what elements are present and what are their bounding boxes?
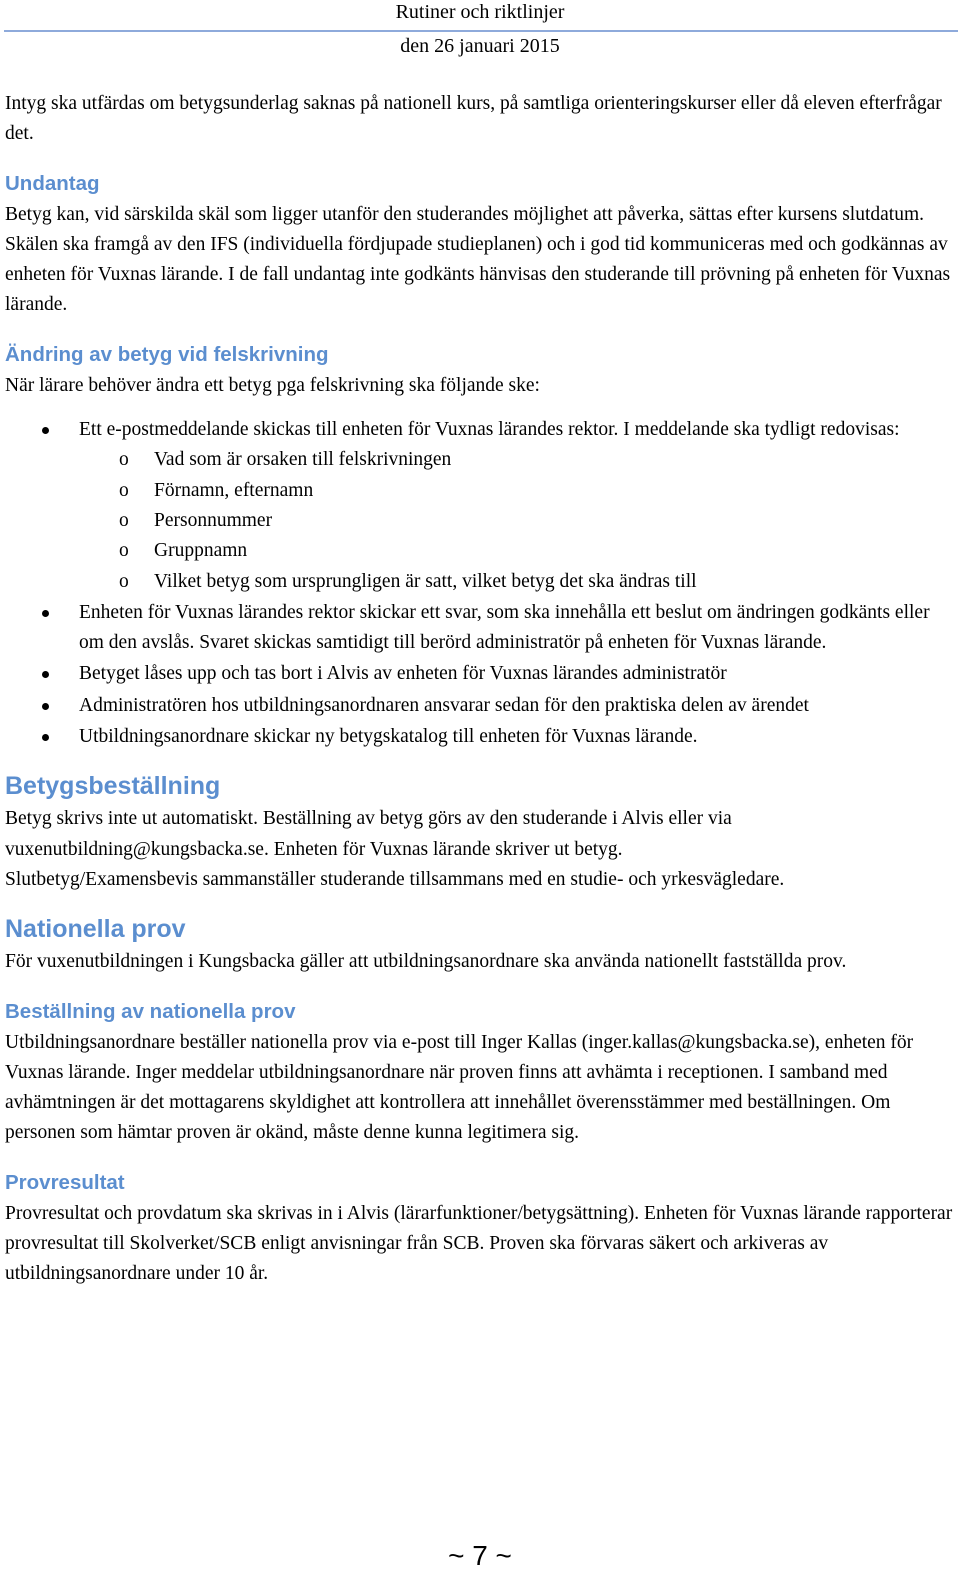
sub-item-text: Vad som är orsaken till felskrivningen [154,449,452,471]
intro-paragraph: Intyg ska utfärdas om betygsunderlag saknas på nationell kurs, på samtliga orienteringskurser eller då eleven efterfrågar det. [5,93,942,145]
sub-list [79,445,955,596]
bullet-icon [42,734,49,741]
andring-bullet-list [5,415,955,752]
heading-provresultat: Provresultat [5,1170,125,1194]
list-item [5,598,955,659]
provresultat-paragraph: Provresultat och provdatum ska skrivas in i Alvis (lärarfunktioner/betygsättning). Enheten för Vuxnas lärande rapporterar provresultat till Skolverket/SCB enligt anvisningar från SCB. Proven ska förvaras säkert och arkiveras av utbildningsanordnare under 10 år. [5,1202,953,1285]
circle-bullet-icon: o [119,449,129,471]
circle-bullet-icon: o [119,479,129,501]
heading-bestallning-prov: Beställning av nationella prov [5,999,296,1023]
header-date: den 26 januari 2015 [400,35,560,57]
circle-bullet-icon: o [119,540,129,562]
heading-nationella-prov: Nationella prov [5,915,186,944]
circle-bullet-icon: o [119,509,129,531]
sub-list-item [79,506,955,536]
andring-paragraph: När lärare behöver ändra ett betyg pga felskrivning ska följande ske: [5,374,540,396]
sub-item-text: Förnamn, efternamn [154,479,314,501]
list-item [5,415,955,597]
bullet-text: Ett e-postmeddelande skickas till enheten för Vuxnas lärandes rektor. I meddelande ska tydligt redovisas: [79,419,900,441]
bullet-icon [42,671,49,678]
sub-list-item [79,445,955,475]
heading-undantag: Undantag [5,171,100,195]
bullet-icon [42,703,49,710]
bestallning-prov-paragraph: Utbildningsanordnare beställer nationella prov via e-post till Inger Kallas (inger.kallas@kungsbacka.se), enheten för Vuxnas lärande. Inger meddelar utbildningsanordnare när proven finns att avhämta i receptionen. I samband med avhämtningen är det mottagarens skyldighet att kontrollera att innehållet överensstämmer med beställningen. Om personen som hämtar proven är okänd, måste denne kunna legitimera sig. [5,1031,914,1144]
circle-bullet-icon: o [119,570,129,592]
betygsbestallning-paragraph-2: Slutbetyg/Examensbevis sammanställer studerande tillsammans med en studie- och yrkesvägledare. [5,868,785,890]
list-item [5,659,955,689]
sub-list-item [79,476,955,506]
header-title: Rutiner och riktlinjer [395,1,565,23]
bullet-icon [42,610,49,617]
betygsbestallning-paragraph-1: Betyg skrivs inte ut automatiskt. Beställning av betyg görs av den studerande i Alvis eller via vuxenutbildning@kungsbacka.se. Enheten för Vuxnas lärande skriver ut betyg. [5,808,732,860]
undantag-paragraph: Betyg kan, vid särskilda skäl som ligger utanför den studerandes möjlighet att påverka, sättas efter kursens slutdatum. Skälen ska framgå av den IFS (individuella fördjupade studieplanen) och i god tid kommuniceras med och godkännas av enheten för Vuxnas lärande. I de fall undantag inte godkänts hänvisas den studerande till prövning på enheten för Vuxnas lärande. [5,203,951,316]
bullet-text: Administratören hos utbildningsanordnaren ansvarar sedan för den praktiska delen av ärendet [79,694,809,716]
sub-list-item [79,536,955,566]
bullet-text: Betyget låses upp och tas bort i Alvis av enheten för Vuxnas lärandes administratör [79,663,727,685]
sub-item-text: Vilket betyg som ursprungligen är satt, vilket betyg det ska ändras till [154,570,697,592]
header-divider [4,30,958,32]
list-item [5,691,955,721]
sub-list-item [79,567,955,597]
bullet-text: Enheten för Vuxnas lärandes rektor skickar ett svar, som ska innehålla ett beslut om ändringen godkänts eller om den avslås. Svaret skickas samtidigt till berörd administratör på enheten för Vuxnas lärande. [79,601,930,654]
heading-betygsbestallning: Betygsbeställning [5,772,221,801]
bullet-icon [42,427,49,434]
list-item [5,722,955,752]
bullet-text: Utbildningsanordnare skickar ny betygskatalog till enheten för Vuxnas lärande. [79,726,698,748]
sub-item-text: Gruppnamn [154,540,248,562]
document-body [5,89,955,1290]
nationella-prov-paragraph: För vuxenutbildningen i Kungsbacka gäller att utbildningsanordnare ska använda nationellt fastställda prov. [5,951,847,973]
sub-item-text: Personnummer [154,509,273,531]
heading-andring: Ändring av betyg vid felskrivning [5,342,329,366]
page-number: ~ 7 ~ [448,1540,512,1571]
